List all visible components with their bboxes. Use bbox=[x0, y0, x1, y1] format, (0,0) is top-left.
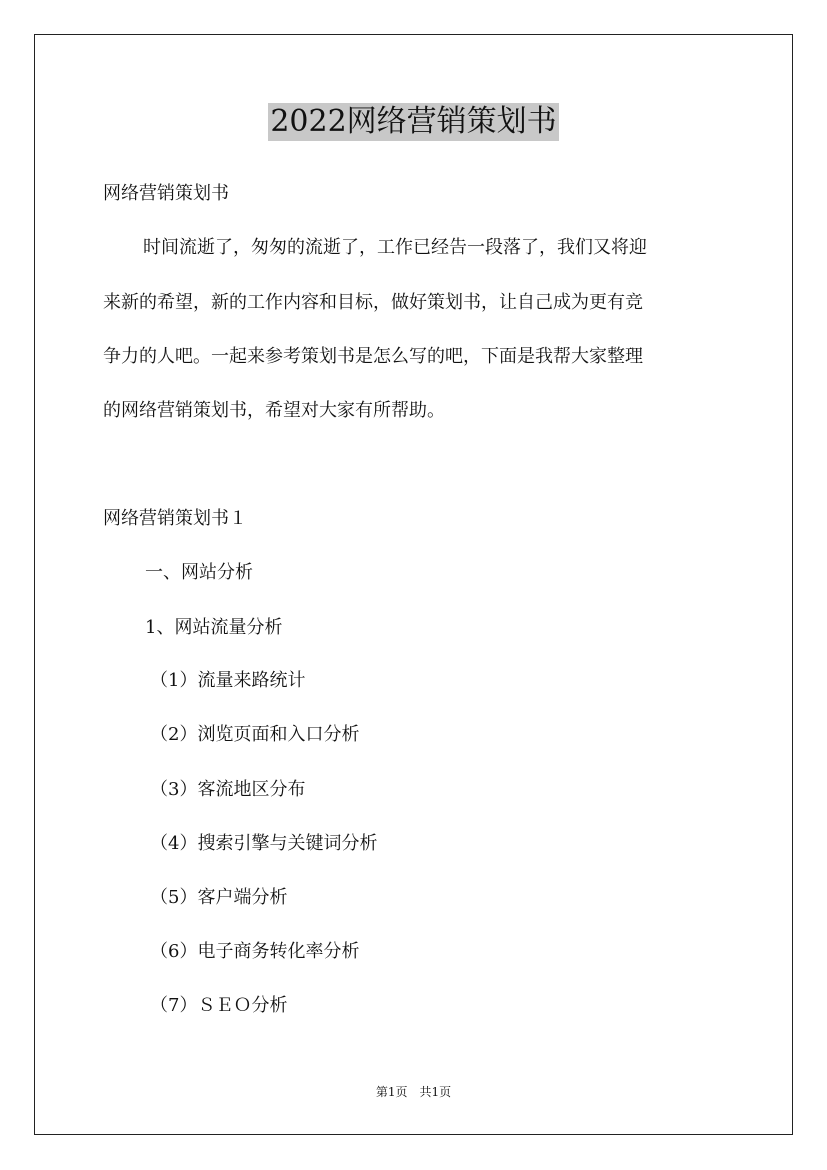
document-title: 2022网络营销策划书 bbox=[270, 104, 557, 139]
intro-paragraph-line-1: 时间流逝了，匆匆的流逝了，工作已经告一段落了，我们又将迎 bbox=[143, 237, 647, 258]
list-item: （1）流量来路统计 bbox=[150, 670, 306, 691]
list-item: （3）客流地区分布 bbox=[150, 779, 306, 800]
document-subtitle: 网络营销策划书 bbox=[103, 183, 229, 204]
heading-website-analysis: 一、网站分析 bbox=[145, 562, 253, 583]
intro-paragraph-line-4: 的网络营销策划书，希望对大家有所帮助。 bbox=[103, 400, 445, 421]
intro-paragraph-line-3: 争力的人吧。一起来参考策划书是怎么写的吧，下面是我帮大家整理 bbox=[103, 346, 643, 367]
intro-paragraph-line-2: 来新的希望，新的工作内容和目标，做好策划书，让自己成为更有竞 bbox=[103, 292, 643, 313]
section-title: 网络营销策划书１ bbox=[103, 508, 247, 529]
list-item: （2）浏览页面和入口分析 bbox=[150, 724, 360, 745]
page-footer: 第1页 共1页 bbox=[375, 1085, 452, 1099]
list-item: （4）搜索引擎与关键词分析 bbox=[150, 833, 378, 854]
list-item: （6）电子商务转化率分析 bbox=[150, 941, 360, 962]
title-container bbox=[0, 103, 827, 141]
list-item: （5）客户端分析 bbox=[150, 887, 288, 908]
list-item: （7）ＳＥＯ分析 bbox=[150, 995, 288, 1016]
heading-traffic-analysis: 1、网站流量分析 bbox=[145, 617, 283, 638]
